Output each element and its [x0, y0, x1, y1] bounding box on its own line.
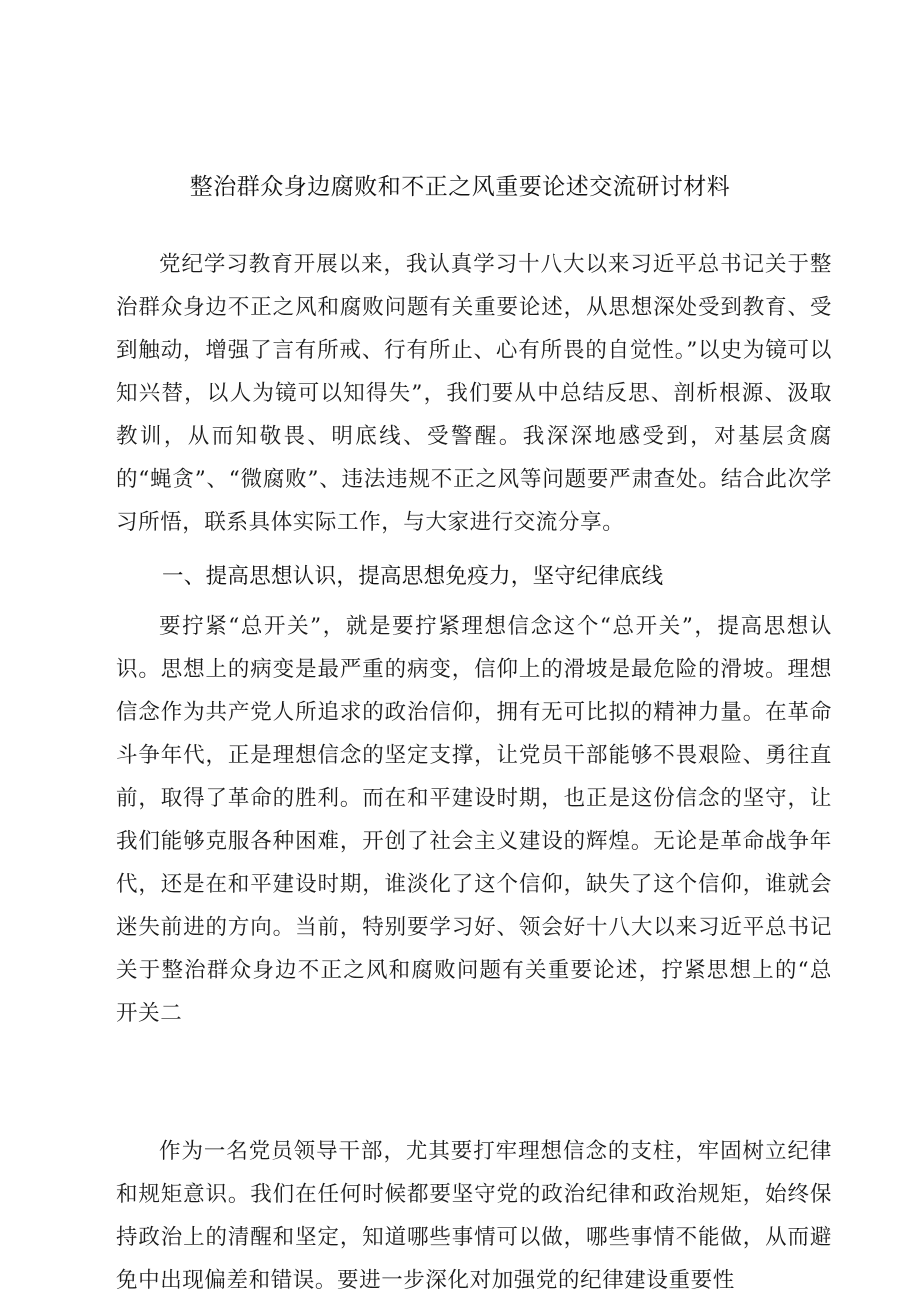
document-title: 整治群众身边腐败和不正之风重要论述交流研讨材料 [189, 174, 731, 200]
section-1-paragraph-1: 要拧紧“总开关”，就是要拧紧理想信念这个“总开关”，提高思想认识。思想上的病变是最严重的病变，信仰上的滑坡是最危险的滑坡。理想信念作为共产党人所追求的政治信仰，拥有无可比拟的精神力量。在革命斗争年代，正是理想信念的坚定支撑，让党员干部能够不畏艰险、勇往直前，取得了革命的胜利。而在和平建设时期，也正是这份信念的坚守，让我们能够克服各种困难，开创了社会主义建设的辉煌。无论是革命战争年代，还是在和平建设时期，谁淡化了这个信仰，缺失了这个信仰，谁就会迷失前进的方向。当前，特别要学习好、领会好十八大以来习近平总书记关于整治群众身边不正之风和腐败问题有关重要论述，拧紧思想上的“总开关二 [116, 614, 832, 1026]
intro-paragraph: 党纪学习教育开展以来，我认真学习十八大以来习近平总书记关于整治群众身边不正之风和腐败问题有关重要论述，从思想深处受到教育、受到触动，增强了言有所戒、行有所止、心有所畏的自觉性。”以史为镜可以知兴替，以人为镜可以知得失”，我们要从中总结反思、剖析根源、汲取教训，从而知敬畏、明底线、受警醒。我深深地感受到，对基层贪腐的“蝇贪”、“微腐败”、违法违规不正之风等问题要严肃查处。结合此次学习所悟，联系具体实际工作，与大家进行交流分享。 [116, 252, 832, 535]
section-heading-1: 一、提高思想认识，提高思想免疫力，坚守纪律底线 [162, 564, 664, 589]
section-1-paragraph-2: 作为一名党员领导干部，尤其要打牢理想信念的支柱，牢固树立纪律和规矩意识。我们在任何时候都要坚守党的政治纪律和政治规矩，始终保持政治上的清醒和坚定，知道哪些事情可以做，哪些事情不能做，从而避免中出现偏差和错误。要进一步深化对加强党的纪律建设重要性 [116, 1139, 832, 1293]
